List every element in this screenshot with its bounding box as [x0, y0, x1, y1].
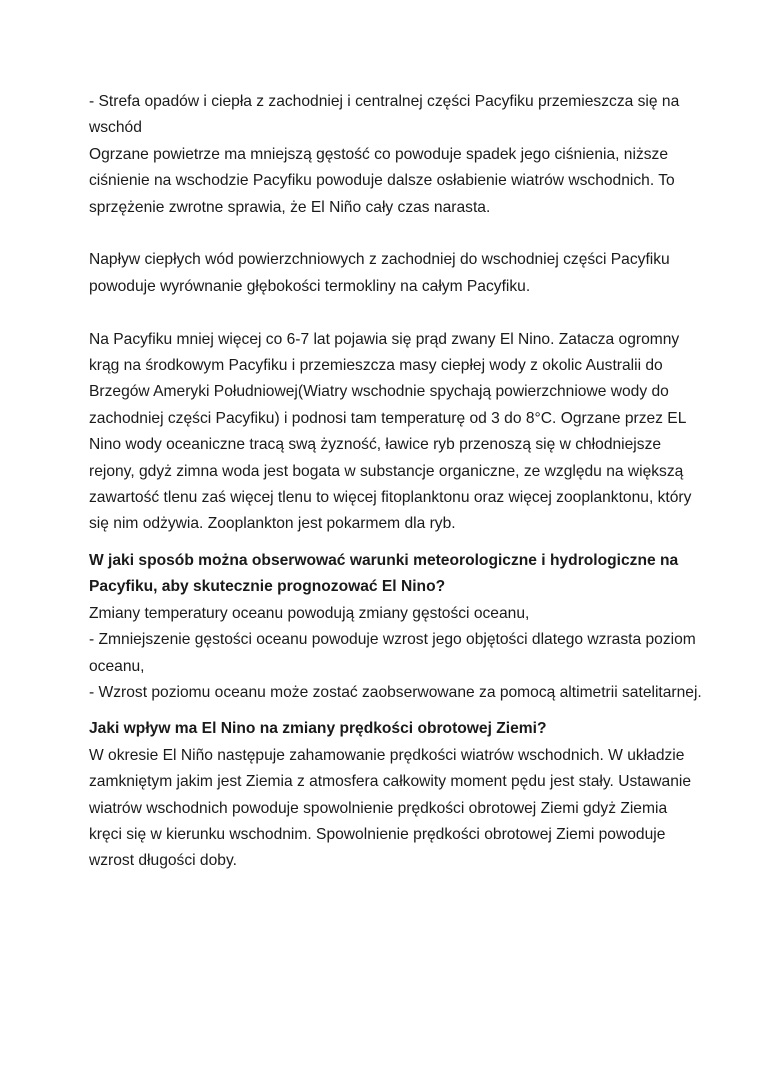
intro-paragraph: Ogrzane powietrze ma mniejszą gęstość co powoduje spadek jego ciśnienia, niższe ciśnienie na wschodzie Pacyfiku powoduje dalsze osłabienie wiatrów wschodnich. To sprzężenie zwrotne sprawia, że El Niño cały czas narasta. — [89, 145, 675, 216]
question-2-answer: W okresie El Niño następuje zahamowanie prędkości wiatrów wschodnich. W układzie zamkniętym jakim jest Ziemia z atmosfera całkowity moment pędu jest stały. Ustawanie wiatrów wschodnich powoduje spowolnienie prędkości obrotowej Ziemi gdyż Ziemia kręci się w kierunku wschodnim. Spowolnienie prędkości obrotowej Ziemi powoduje wzrost długości doby. — [89, 746, 692, 870]
spacer — [89, 538, 704, 548]
question-1-line-3: - Wzrost poziomu oceanu może zostać zaobserwowane za pomocą altimetrii satelitarnej. — [89, 683, 702, 701]
question-1-heading-text: W jaki sposób można obserwować warunki meteorologiczne i hydrologiczne na Pacyfiku, aby skutecznie prognozować El Nino? — [89, 551, 679, 596]
question-1-line-2: - Zmniejszenie gęstości oceanu powoduje wzrost jego objętości dlatego wzrasta poziom oceanu, — [89, 631, 696, 675]
document-page — [89, 89, 704, 875]
question-1-heading — [89, 548, 704, 601]
spacer — [89, 221, 704, 247]
question-1-line-1: Zmiany temperatury oceanu powodują zmiany gęstości oceanu, — [89, 604, 530, 622]
spacer — [89, 300, 704, 326]
thermocline-paragraph: Napływ ciepłych wód powierzchniowych z zachodniej do wschodniej części Pacyfiku powoduje wyrównanie głębokości termokliny na całym Pacyfiku. — [89, 251, 670, 295]
question-2-heading: Jaki wpływ ma El Nino na zmiany prędkości obrotowej Ziemi? — [89, 720, 547, 738]
intro-bullet: - Strefa opadów i ciepła z zachodniej i centralnej części Pacyfiku przemieszcza się na wschód — [89, 93, 680, 137]
spacer — [89, 706, 704, 716]
elnino-paragraph: Na Pacyfiku mniej więcej co 6-7 lat pojawia się prąd zwany El Nino. Zatacza ogromny krąg na środkowym Pacyfiku i przemieszcza masy ciepłej wody z okolic Australii do Brzegów Ameryki Południowej(Wiatry wschodnie spychają powierzchniowe wody do zachodniej części Pacyfiku) i podnosi tam temperaturę od 3 do 8°C. Ogrzane przez EL Nino wody oceaniczne tracą swą żyzność, ławice ryb przenoszą się w chłodniejsze rejony, gdyż zimna woda jest bogata w substancje organiczne, ze względu na większą zawartość tlenu zaś więcej tlenu to więcej fitoplanktonu oraz więcej zooplanktonu, który się nim odżywia. Zooplankton jest pokarmem dla ryb. — [89, 330, 692, 533]
